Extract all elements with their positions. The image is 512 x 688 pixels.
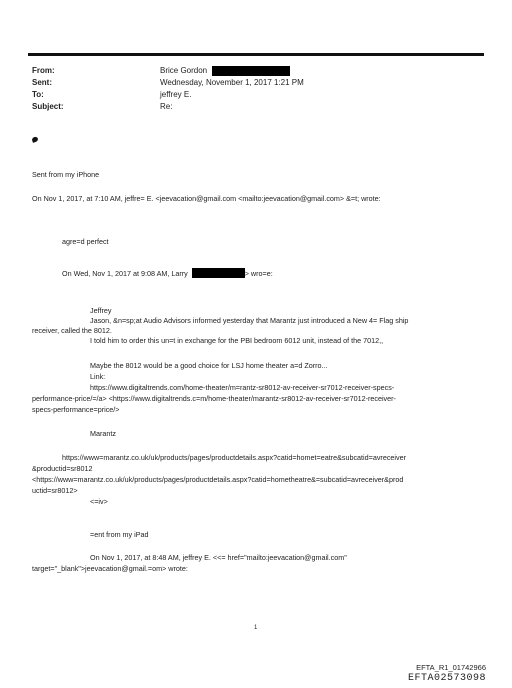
link-text[interactable]: https://www.digitaltrends.com/home-theater/m=rantz-sr8012-av-receiver-sr7012-receiver-specs- bbox=[90, 383, 395, 392]
body-line: Link: bbox=[90, 372, 106, 381]
ink-mark-icon bbox=[31, 136, 38, 143]
body-line: <=iv> bbox=[90, 497, 108, 506]
body-line: Marantz bbox=[90, 429, 116, 438]
link-text[interactable]: &productid=sr8012 bbox=[32, 464, 93, 473]
body-line: Jason, &n=sp;at Audio Advisors informed yesterday that Marantz just introduced a New 4= Flag ship bbox=[90, 316, 409, 325]
body-line: Jeffrey bbox=[90, 306, 112, 315]
body-line: agre=d perfect bbox=[62, 237, 109, 246]
page-number: 1 bbox=[254, 625, 258, 631]
link-text[interactable]: specs-performance=price/> bbox=[32, 405, 120, 414]
bates-number-small: EFTA_R1_01742966 bbox=[416, 663, 486, 672]
redaction-box bbox=[192, 268, 245, 278]
body-line: Sent from my iPhone bbox=[32, 170, 100, 179]
to-value: jeffrey E. bbox=[160, 90, 192, 99]
header-rule bbox=[28, 53, 484, 56]
body-line bbox=[62, 268, 273, 279]
body-line: I told him to order this un=t in exchange for the PBI bedroom 6012 unit, instead of the 7012,, bbox=[90, 336, 384, 345]
from-value bbox=[160, 66, 290, 76]
body-line: On Nov 1, 2017, at 7:10 AM, jeffre= E. <jeevacation@gmail.com <mailto:jeevacation@gmail.com> &=t; wrote: bbox=[32, 194, 381, 203]
sent-value: Wednesday, November 1, 2017 1:21 PM bbox=[160, 78, 304, 87]
redaction-box bbox=[212, 66, 290, 76]
link-text[interactable]: <https://www=marantz.co.uk/uk/products/pages/productdetails.aspx?catid=hometheatre&=subcatid=avreceiver&prod bbox=[32, 475, 404, 484]
body-line: =ent from my iPad bbox=[90, 530, 149, 539]
subject-value: Re: bbox=[160, 102, 173, 111]
from-name: Brice Gordon bbox=[160, 66, 208, 75]
body-line: receiver, called the 8012. bbox=[32, 326, 112, 335]
link-text[interactable]: performance-price/=/a> <https://www.digitaltrends.c=m/home-theater/marantz-sr8012-av-receiver-sr7012-receiver- bbox=[32, 394, 396, 403]
from-label: From: bbox=[32, 66, 55, 75]
body-line: target="_blank">jeevacation@gmail.=om> wrote: bbox=[32, 564, 188, 573]
subject-label: Subject: bbox=[32, 102, 64, 111]
link-text[interactable]: https://www=marantz.co.uk/uk/products/pages/productdetails.aspx?catid=homet=eatre&subcatid=avreceiver bbox=[62, 453, 406, 462]
body-line: On Nov 1, 2017, at 8:48 AM, jeffrey E. <<= href="mailto:jeevacation@gmail.com" bbox=[90, 553, 347, 562]
bates-number-large: EFTA02573098 bbox=[407, 673, 486, 684]
quote-intro-end: > wro=e: bbox=[244, 269, 273, 278]
to-label: To: bbox=[32, 90, 44, 99]
sent-label: Sent: bbox=[32, 78, 52, 87]
link-text[interactable]: uctid=sr8012> bbox=[32, 486, 78, 495]
quote-intro: On Wed, Nov 1, 2017 at 9:08 AM, Larry bbox=[62, 269, 188, 278]
body-line: Maybe the 8012 would be a good choice for LSJ home theater a=d Zorro... bbox=[90, 361, 328, 370]
